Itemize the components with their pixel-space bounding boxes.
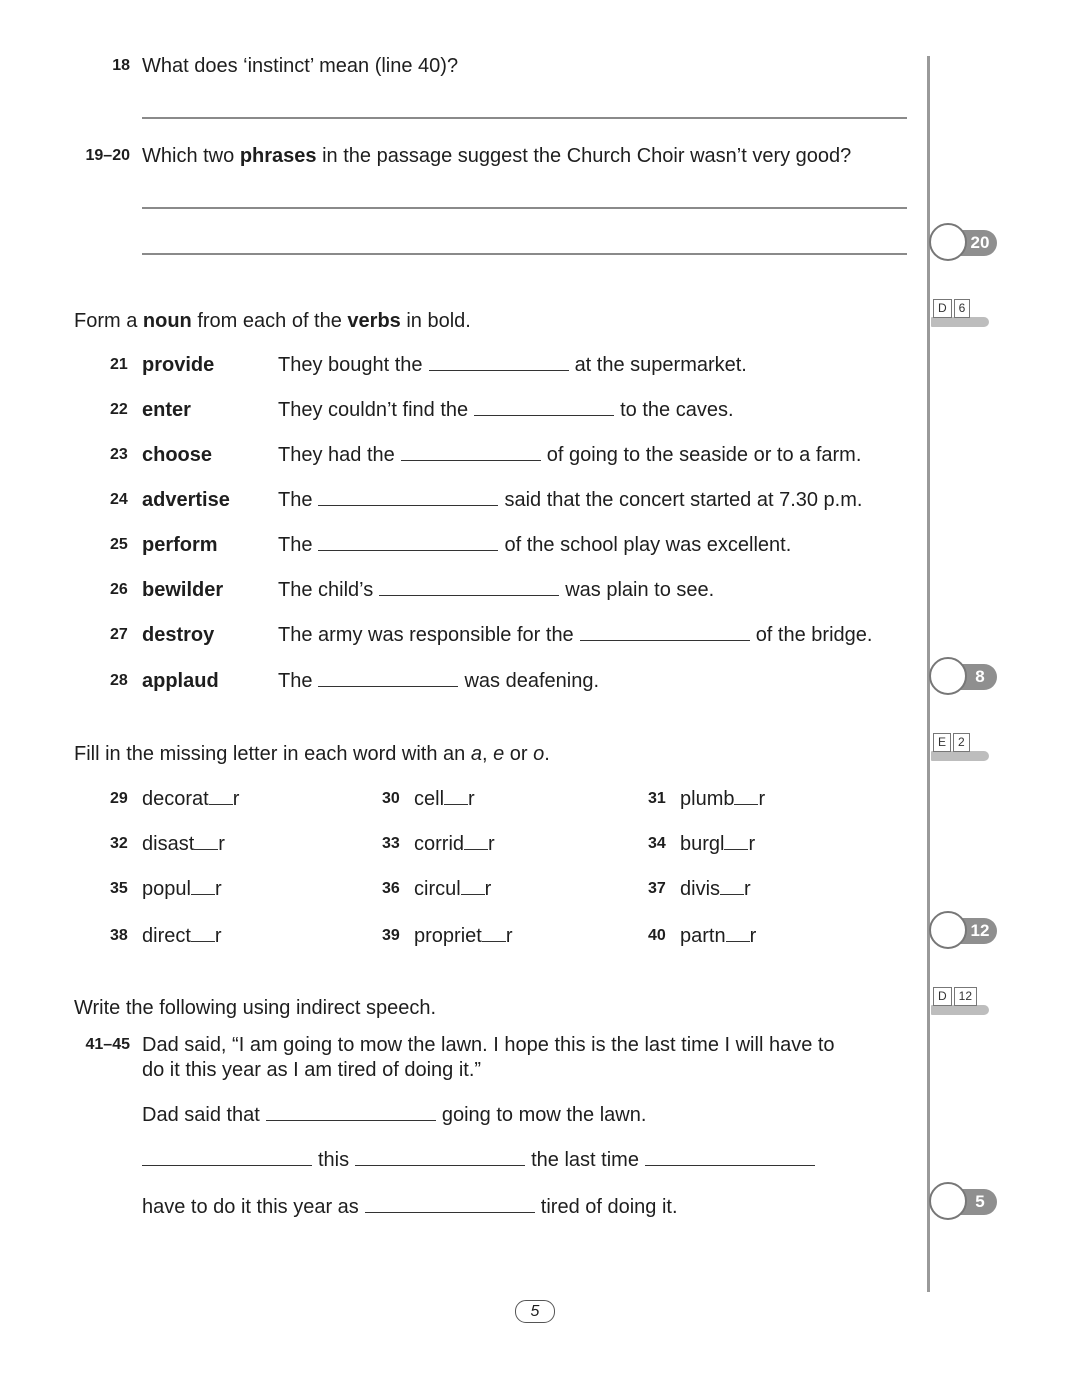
verb: provide bbox=[142, 354, 215, 376]
question-number: 33 bbox=[382, 835, 400, 852]
question-number: 23 bbox=[110, 446, 128, 463]
sentence: They couldn’t find the to the caves. bbox=[278, 399, 734, 421]
score-circle[interactable] bbox=[929, 223, 967, 261]
reference-book-icon: E 2 bbox=[931, 733, 991, 767]
score-circle[interactable] bbox=[929, 1182, 967, 1220]
sentence: The army was responsible for the of the bridge. bbox=[278, 624, 873, 646]
question-number: 32 bbox=[110, 835, 128, 852]
score-circle[interactable] bbox=[929, 657, 967, 695]
letter-blank[interactable] bbox=[482, 940, 506, 942]
question-number: 22 bbox=[110, 401, 128, 418]
letter-blank[interactable] bbox=[724, 848, 748, 850]
section-instruction-nouns: Form a noun from each of the verbs in bold. bbox=[74, 310, 471, 332]
verb: enter bbox=[142, 399, 191, 421]
question-number: 39 bbox=[382, 927, 400, 944]
letter-blank[interactable] bbox=[191, 940, 215, 942]
letter-blank[interactable] bbox=[209, 803, 233, 805]
word-item: decorat r bbox=[142, 788, 240, 810]
word-item: propriet r bbox=[414, 925, 513, 947]
verb: applaud bbox=[142, 670, 219, 692]
answer-blank[interactable] bbox=[580, 639, 750, 641]
letter-blank[interactable] bbox=[191, 893, 215, 895]
page-number: 5 bbox=[515, 1300, 555, 1323]
word-item: corrid r bbox=[414, 833, 495, 855]
answer-blank[interactable] bbox=[355, 1164, 525, 1166]
sentence: The of the school play was excellent. bbox=[278, 534, 792, 556]
sentence: The was deafening. bbox=[278, 670, 600, 692]
quote-line-2: do it this year as I am tired of doing it.” bbox=[142, 1059, 482, 1081]
question-number: 38 bbox=[110, 927, 128, 944]
reference-book-icon: D 12 bbox=[931, 987, 991, 1021]
sentence: They had the of going to the seaside or to a farm. bbox=[278, 444, 862, 466]
question-number: 40 bbox=[648, 927, 666, 944]
verb: destroy bbox=[142, 624, 215, 646]
question-number: 34 bbox=[648, 835, 666, 852]
question-number-19-20: 19–20 bbox=[85, 147, 130, 164]
score-badge: 12 bbox=[929, 911, 999, 949]
answer-line-c: have to do it this year as tired of doing it. bbox=[142, 1196, 678, 1218]
reference-book-icon: D 6 bbox=[931, 299, 991, 333]
question-19-20-text: Which two phrases in the passage suggest the Church Choir wasn’t very good? bbox=[142, 145, 852, 167]
question-number: 31 bbox=[648, 790, 666, 807]
answer-blank[interactable] bbox=[474, 414, 614, 416]
question-number: 27 bbox=[110, 626, 128, 643]
letter-blank[interactable] bbox=[734, 803, 758, 805]
score-badge: 8 bbox=[929, 657, 999, 695]
answer-line-18[interactable] bbox=[142, 117, 907, 119]
word-item: burgl r bbox=[680, 833, 756, 855]
question-number: 37 bbox=[648, 880, 666, 897]
answer-blank[interactable] bbox=[401, 459, 541, 461]
answer-blank[interactable] bbox=[266, 1119, 436, 1121]
verb: perform bbox=[142, 534, 218, 556]
answer-line-19[interactable] bbox=[142, 207, 907, 209]
letter-blank[interactable] bbox=[720, 893, 744, 895]
score-badge: 20 bbox=[929, 223, 999, 261]
question-number-41-45: 41–45 bbox=[85, 1036, 130, 1053]
word-item: partn r bbox=[680, 925, 757, 947]
word-item: disast r bbox=[142, 833, 225, 855]
answer-line-a: Dad said that going to mow the lawn. bbox=[142, 1104, 647, 1126]
verb: advertise bbox=[142, 489, 230, 511]
verb: bewilder bbox=[142, 579, 224, 601]
sentence: The said that the concert started at 7.30 p.m. bbox=[278, 489, 863, 511]
answer-blank[interactable] bbox=[318, 504, 498, 506]
answer-line-b: this the last time bbox=[142, 1148, 821, 1172]
word-item: cell r bbox=[414, 788, 475, 810]
answer-blank[interactable] bbox=[645, 1164, 815, 1166]
question-number: 28 bbox=[110, 672, 128, 689]
letter-blank[interactable] bbox=[194, 848, 218, 850]
answer-blank[interactable] bbox=[365, 1211, 535, 1213]
letter-blank[interactable] bbox=[444, 803, 468, 805]
quote-line-1: Dad said, “I am going to mow the lawn. I hope this is the last time I will have to bbox=[142, 1034, 835, 1056]
answer-blank[interactable] bbox=[142, 1164, 312, 1166]
verb: choose bbox=[142, 444, 213, 466]
word-item: plumb r bbox=[680, 788, 766, 810]
score-circle[interactable] bbox=[929, 911, 967, 949]
sentence: The child’s was plain to see. bbox=[278, 579, 715, 601]
question-number: 30 bbox=[382, 790, 400, 807]
answer-blank[interactable] bbox=[318, 685, 458, 687]
answer-blank[interactable] bbox=[429, 369, 569, 371]
question-number-18: 18 bbox=[112, 57, 130, 74]
word-item: circul r bbox=[414, 878, 492, 900]
word-item: direct r bbox=[142, 925, 222, 947]
question-number: 29 bbox=[110, 790, 128, 807]
letter-blank[interactable] bbox=[464, 848, 488, 850]
letter-blank[interactable] bbox=[726, 940, 750, 942]
question-number: 25 bbox=[110, 536, 128, 553]
word-item: popul r bbox=[142, 878, 222, 900]
question-number: 35 bbox=[110, 880, 128, 897]
word-item: divis r bbox=[680, 878, 751, 900]
question-number: 21 bbox=[110, 356, 128, 373]
answer-blank[interactable] bbox=[318, 549, 498, 551]
section-instruction-letters: Fill in the missing letter in each word with an a, e or o. bbox=[74, 743, 550, 765]
question-number: 24 bbox=[110, 491, 128, 508]
question-number: 36 bbox=[382, 880, 400, 897]
question-number: 26 bbox=[110, 581, 128, 598]
answer-blank[interactable] bbox=[379, 594, 559, 596]
question-18-text: What does ‘instinct’ mean (line 40)? bbox=[142, 55, 459, 77]
sentence: They bought the at the supermarket. bbox=[278, 354, 747, 376]
score-badge: 5 bbox=[929, 1182, 999, 1220]
section-instruction-indirect-speech: Write the following using indirect speech. bbox=[74, 997, 437, 1019]
letter-blank[interactable] bbox=[461, 893, 485, 895]
answer-line-20[interactable] bbox=[142, 253, 907, 255]
